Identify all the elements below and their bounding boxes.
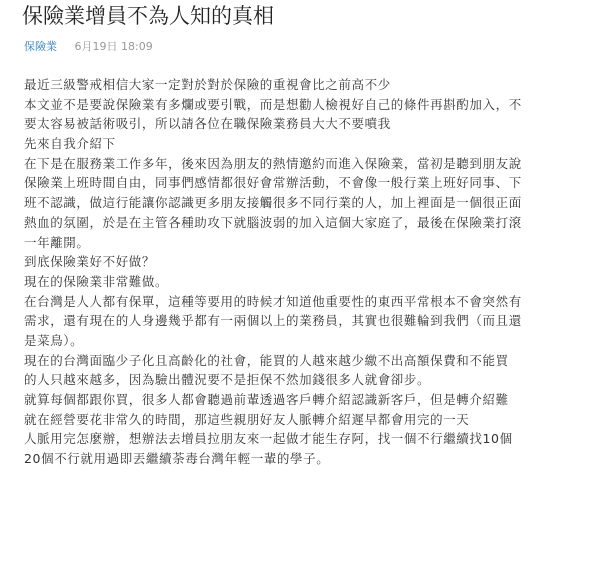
body-line: 到底保險業好不好做？ — [24, 254, 156, 270]
body-line: 在下是在服務業工作多年，後來因為朋友的熱情邀約而進入保險業，當初是聽到朋友說 — [24, 155, 522, 171]
body-line: 保險業上班時間自由，同事們感情都很好會常辦活動，不會像一般行業上班好同事、下 — [24, 175, 522, 191]
body-line: 是菜鳥）。 — [24, 332, 84, 348]
body-line: 現在的台灣面臨少子化且高齡化的社會，能買的人越來越少繳不出高額保費和不能買 — [24, 352, 509, 368]
body-line: 熱血的氛圍，於是在主管各種助攻下就腦波弱的加入這個大家庭了，最後在保險業打滾 — [24, 214, 522, 230]
body-line: 人脈用完怎麼辦，想辦法去增員拉朋友來一起做才能生存阿，找一個不行繼續找10個 — [24, 431, 513, 447]
body-line: 20個不行就用過即丟繼續荼毒台灣年輕一輩的學子。 — [24, 451, 330, 467]
body-line: 需求，還有現在的人身邊幾乎都有一兩個以上的業務員，其實也很難輪到我們（而且還 — [24, 313, 522, 329]
article-body — [24, 75, 584, 469]
post-date: 6月19日 18:09 — [74, 40, 153, 53]
body-line: 在台灣是人人都有保單，這種等要用的時候才知道他重要性的東西平常根本不會突然有 — [24, 293, 522, 309]
article-meta — [24, 38, 153, 54]
body-line: 要太容易被話術吸引，所以請各位在職保險業務員大大不要噴我 — [24, 116, 391, 132]
article-title: 保險業增員不為人知的真相 — [22, 4, 274, 28]
body-line: 現在的保險業非常難做。 — [24, 273, 169, 289]
body-line: 最近三級警戒相信大家一定對於對於保險的重視會比之前高不少 — [24, 77, 391, 92]
body-line: 的人只越來越多，因為驗出體況要不是拒保不然加錢很多人就會卻步。 — [24, 372, 431, 388]
body-line: 先來自我介紹下 — [24, 136, 116, 152]
category-link[interactable]: 保險業 — [24, 40, 57, 53]
body-line: 班不認識，做這行能讓你認識更多朋友接觸很多不同行業的人，加上裡面是一個很正面 — [24, 195, 522, 211]
body-line: 就在經營要花非常久的時間，那這些親朋好友人脈轉介紹遲早都會用完的一天 — [24, 411, 470, 427]
body-line: 本文並不是要說保險業有多爛或要引戰，而是想勸人檢視好自己的條件再斟酌加入，不 — [24, 96, 522, 112]
body-line: 一年離開。 — [24, 234, 90, 250]
body-line: 就算每個都跟你買，很多人都會聽過前輩透過客戶轉介紹認識新客戶，但是轉介紹難 — [24, 392, 509, 407]
